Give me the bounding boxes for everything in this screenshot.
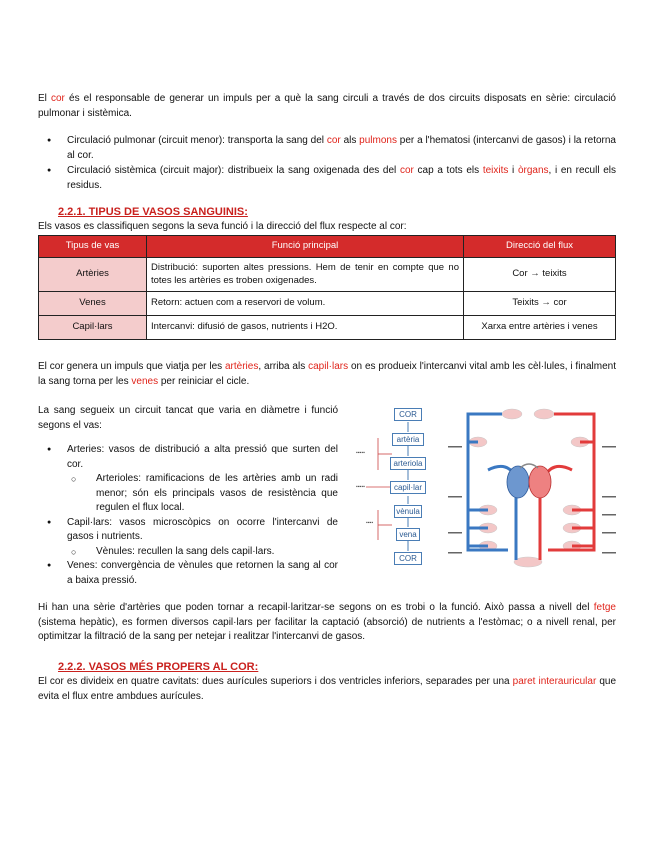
direction-cell: Teixits → cor: [464, 292, 616, 316]
sub-list-item: [38, 545, 338, 560]
direction-cell: Cor → teixits: [464, 258, 616, 292]
text: El cor genera un impuls que viatja per les: [38, 361, 225, 372]
flow-side-label: ▪▪▪▪▪: [356, 450, 365, 456]
section-intro: Els vasos es classifiquen segons la seva funció i la direcció del flux respecte al cor:: [38, 221, 407, 232]
highlight-term: òrgans: [517, 165, 549, 176]
text: que evita el flux entre ambdues aurícules.: [38, 676, 617, 702]
vessel-type-cell: Artèries: [39, 258, 147, 292]
function-cell: Distribució: suporten altes pressions. Hem de tenir en compte que no totes les artèries es troben oxigenades.: [147, 258, 464, 292]
circuit-intro: La sang segueix un circuit tancat que varia en diàmetre i funció segons el vas:: [38, 405, 338, 431]
highlight-term: cor: [399, 165, 414, 176]
text: Vènules: recullen la sang dels capil·lars.: [96, 545, 275, 557]
text: (sistema hepàtic), es formen diversos capil·lars per facilitar la captació (absorció) de nutrients a l'estòmac; o a nivell renal, per optimitzar la filtració de la sang per netejar i realitzar l'intercanvi de gasos.: [38, 616, 616, 642]
text: Circulació sistèmica (circuit major): distribueix la sang oxigenada des del: [67, 165, 400, 176]
text: Arteries: vasos de distribució a alta pressió que surten del cor.: [67, 444, 338, 470]
text: El cor es divideix en quatre cavitats: dues aurícules superiors i dos ventricles inferiors, separades per una: [38, 676, 513, 687]
vessel-type-cell: Capil·lars: [39, 316, 147, 340]
intro-text: El: [38, 93, 51, 104]
portal-paragraph: [38, 601, 616, 645]
table-row: [39, 316, 616, 340]
list-item: [38, 516, 338, 545]
section-heading: 2.2.1. TIPUS DE VASOS SANGUINIS:: [58, 206, 248, 218]
list-item: [38, 443, 338, 472]
direction-cell: Xarxa entre artèries i venes: [464, 316, 616, 340]
circulation-list: [38, 134, 616, 193]
text: Capil·lars: vasos microscòpics on ocorre l'intercanvi de gasos i nutrients.: [67, 516, 338, 542]
flow-box-venula: vènula: [394, 505, 422, 518]
flow-box-cor: COR: [394, 552, 422, 565]
highlight-term: cor: [51, 93, 65, 104]
highlight-term: capil·lars: [308, 361, 349, 372]
flow-side-label: ▪▪▪▪: [366, 520, 374, 526]
text: i: [508, 165, 518, 176]
circulatory-schematic-image: [448, 400, 618, 572]
flow-box-arteria: artèria: [392, 433, 424, 446]
flow-box-capillar: capil·lar: [390, 481, 426, 494]
text: per a l'hematosi (intercanvi de gasos) i la retorna al cor.: [67, 135, 616, 161]
list-item: [38, 559, 338, 588]
text: , i en recull els residus.: [67, 165, 617, 191]
text: , arriba als: [258, 361, 309, 372]
text: on es produeix l'intercanvi vital amb les cèl·lules, i finalment la sang torna per les: [38, 361, 617, 387]
column-header: Funció principal: [147, 236, 464, 258]
text: per reiniciar el cicle.: [158, 375, 250, 387]
column-header: Tipus de vas: [39, 236, 147, 258]
table-row: [39, 258, 616, 292]
highlight-term: paret interauricular: [512, 676, 597, 687]
highlight-term: cor: [326, 135, 341, 146]
table-row: [39, 292, 616, 316]
flow-box-vena: vena: [396, 528, 420, 541]
highlight-term: teixits: [482, 165, 509, 176]
function-cell: Retorn: actuen com a reservori de volum.: [147, 292, 464, 316]
highlight-term: pulmons: [359, 135, 397, 146]
intro-paragraph: [38, 92, 616, 121]
text: cap a tots els: [413, 165, 483, 176]
flow-paragraph: [38, 360, 616, 389]
highlight-term: fetge: [593, 602, 616, 613]
table-header-row: [39, 236, 616, 258]
list-item: [38, 134, 616, 163]
flow-box-cor: COR: [394, 408, 422, 421]
circuit-list: [38, 443, 338, 588]
list-item: [38, 164, 616, 193]
intro-text: és el responsable de generar un impuls per a què la sang circuli a través de dos circuits disposats en sèrie: circulació pulmonar i sistèmica.: [38, 93, 616, 119]
function-cell: Intercanvi: difusió de gasos, nutrients i H2O.: [147, 316, 464, 340]
section2-paragraph: [38, 675, 616, 704]
vessel-type-cell: Venes: [39, 292, 147, 316]
sub-list-item: [38, 472, 338, 516]
vessel-flow-chart: [356, 400, 446, 572]
text: Hi han una sèrie d'artèries que poden tornar a recapil·laritzar-se segons on es trobi o la funció. Això passa a nivell del: [38, 602, 594, 613]
circulation-diagram: [356, 400, 618, 572]
highlight-term: artèries: [225, 361, 259, 372]
flow-side-label: ▪▪▪▪▪: [356, 484, 365, 490]
text: Arterioles: ramificacions de les artèries amb un radi menor; són els principals vasos de resistència que regulen el flux local.: [96, 473, 338, 513]
text: als: [340, 135, 360, 146]
flow-box-arteriola: arteriola: [390, 457, 426, 470]
highlight-term: venes: [131, 375, 159, 387]
vessel-types-table: [38, 235, 616, 340]
column-header: Direcció del flux: [464, 236, 616, 258]
text: Venes: convergència de vènules que retornen la sang al cor a baixa pressió.: [67, 560, 338, 586]
text: Circulació pulmonar (circuit menor): transporta la sang del: [67, 135, 327, 146]
section-heading: 2.2.2. VASOS MÉS PROPERS AL COR:: [58, 661, 259, 673]
